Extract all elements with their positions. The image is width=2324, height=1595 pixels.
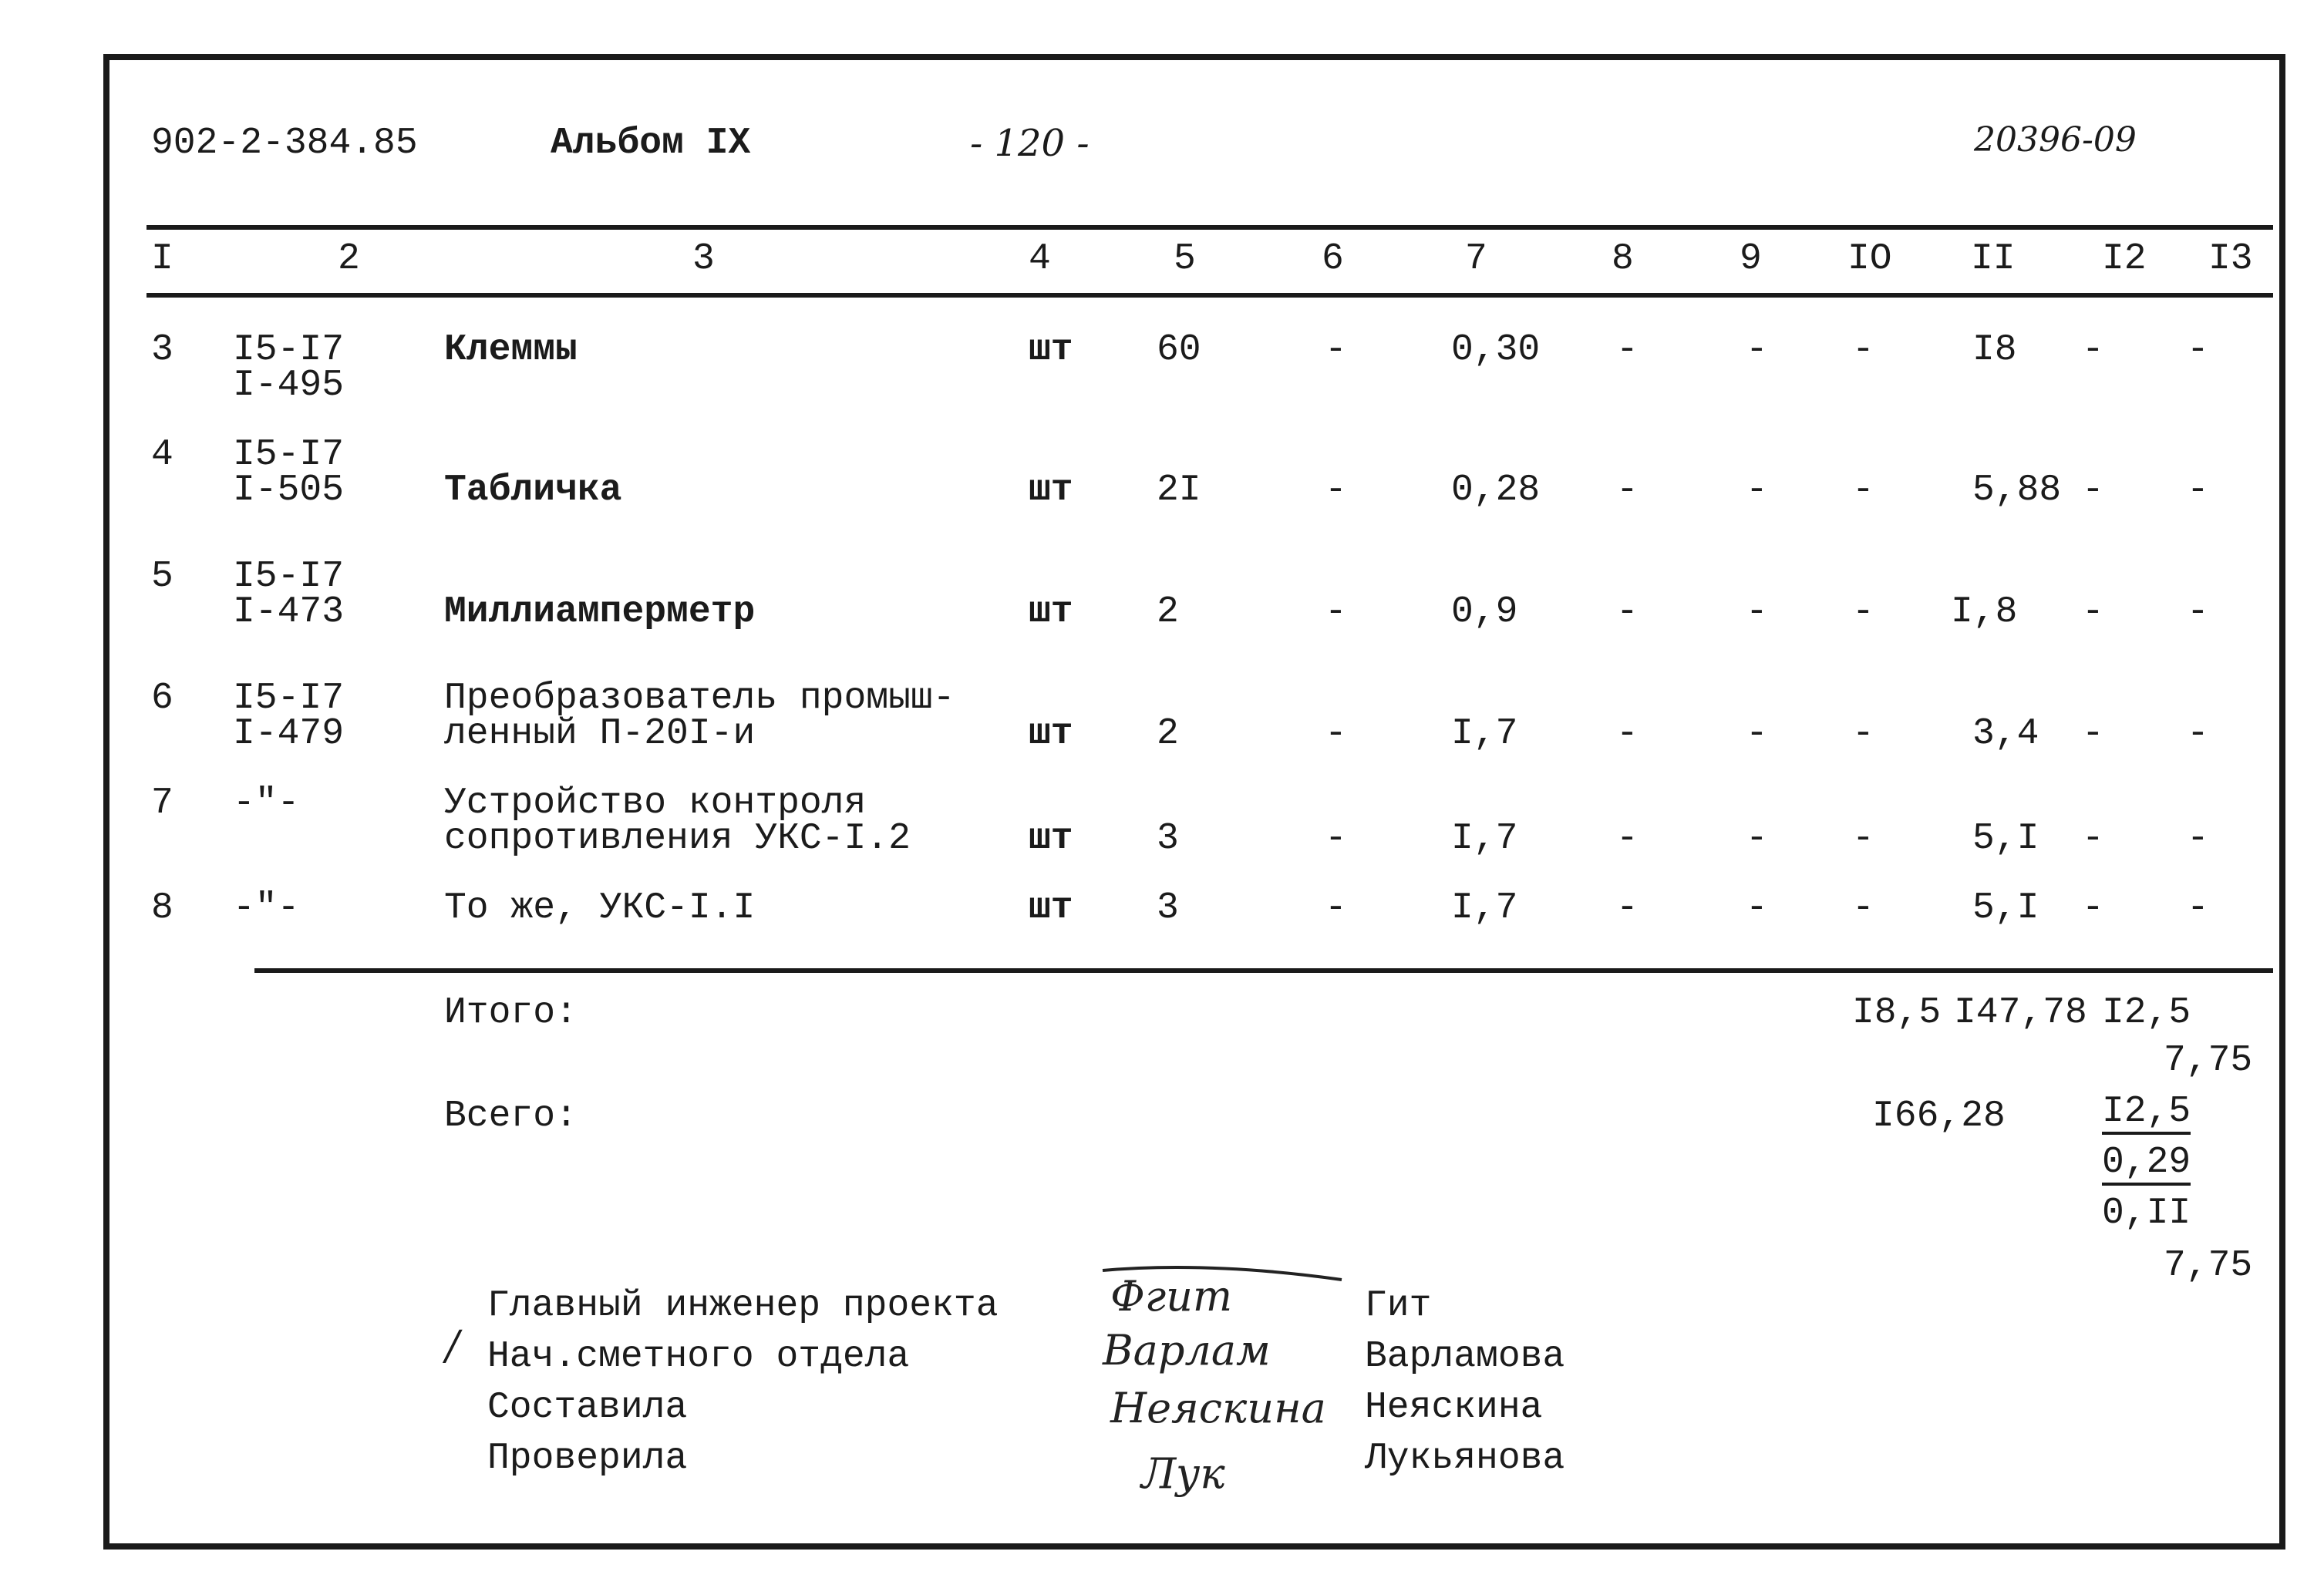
code-line1: I5-I7 [233,556,345,597]
col12: - [2082,887,2104,929]
col11: 3,4 [1972,713,2039,755]
itogo-col10: I8,5 [1852,992,1942,1034]
code-line1: I5-I7 [233,329,345,371]
code-line1: -"- [233,782,300,824]
role-checked: Проверила [487,1438,688,1479]
column-header: 4 [1029,238,1051,280]
col6: - [1325,591,1347,633]
quantity: 3 [1157,818,1179,860]
col9: - [1746,591,1768,633]
row-number: 3 [151,329,173,371]
role-compiled: Составила [487,1387,688,1428]
col13: - [2187,329,2209,371]
item-name-line1: Устройство контроля [444,782,867,824]
item-name: То же, УКС-I.I [444,887,756,929]
col12: - [2082,469,2104,511]
column-header: 7 [1465,238,1487,280]
item-name: Клеммы [444,329,578,371]
col10: - [1852,329,1874,371]
price: 0,28 [1451,469,1541,511]
column-header: I3 [2208,238,2253,280]
column-header: 6 [1322,238,1344,280]
name-varlamova: Варламова [1365,1336,1565,1378]
col9: - [1746,329,1768,371]
quantity: 2 [1157,713,1179,755]
itogo-extra: 7,75 [2164,1040,2253,1082]
column-header: IO [1847,238,1892,280]
col8: - [1616,887,1639,929]
itogo-col12: I2,5 [2102,992,2191,1034]
handwritten-signatures [1095,1257,1349,1534]
quantity: 2I [1157,469,1201,511]
column-header: I2 [2102,238,2147,280]
price: 0,9 [1451,591,1518,633]
col10: - [1852,818,1874,860]
col12: - [2082,818,2104,860]
col8: - [1616,469,1639,511]
column-header: 5 [1174,238,1196,280]
col13: - [2187,591,2209,633]
col11: I,8 [1951,591,2018,633]
column-header: II [1971,238,2016,280]
unit: шт [1029,887,1073,929]
unit: шт [1029,469,1073,511]
vsego-label: Всего: [444,1095,578,1137]
col11: 5,88 [1972,469,2062,511]
item-name: Миллиамперметр [444,591,756,633]
col12: - [2082,591,2104,633]
signature-git: Фгит [1110,1272,1233,1321]
unit: шт [1029,329,1073,371]
col9: - [1746,713,1768,755]
col11: 5,I [1972,818,2039,860]
signature-varlamova: Варлам [1103,1326,1271,1375]
name-lukyanova: Лукьянова [1365,1438,1565,1479]
quantity: 3 [1157,887,1179,929]
col10: - [1852,887,1874,929]
unit: шт [1029,713,1073,755]
col13: - [2187,887,2209,929]
item-name-line2: сопротивления УКС-I.2 [444,818,911,860]
col6: - [1325,469,1347,511]
col11: I8 [1972,329,2017,371]
vsego-col12-a: I2,5 [2102,1093,2191,1135]
col8: - [1616,329,1639,371]
code-line2: I-495 [233,365,345,406]
col12: - [2082,713,2104,755]
col8: - [1616,713,1639,755]
price: 0,30 [1451,329,1541,371]
col12: - [2082,329,2104,371]
column-header: 2 [338,238,360,280]
column-header: 9 [1740,238,1762,280]
code-line2: I-479 [233,713,345,755]
name-neyaskina: Неяскина [1365,1387,1543,1428]
column-header: I [151,238,173,280]
col10: - [1852,591,1874,633]
col9: - [1746,469,1768,511]
col13: - [2187,713,2209,755]
column-header: 8 [1612,238,1634,280]
col9: - [1746,887,1768,929]
vsego-col12-b: 0,29 [2102,1144,2191,1186]
reference-number: 20396-09 [1974,120,2137,160]
column-header: 3 [692,238,715,280]
col9: - [1746,818,1768,860]
signature-neyaskina: Неяскина [1110,1384,1326,1432]
price: I,7 [1451,713,1518,755]
row-number: 4 [151,434,173,476]
price: I,7 [1451,887,1518,929]
album-title: Альбом IX [551,123,751,164]
col13: - [2187,818,2209,860]
col8: - [1616,591,1639,633]
price: I,7 [1451,818,1518,860]
doc-code: 902-2-384.85 [151,123,418,164]
col6: - [1325,818,1347,860]
totals-rule [254,968,2273,973]
name-git: Гит [1365,1285,1432,1327]
row-number: 8 [151,887,173,929]
unit: шт [1029,818,1073,860]
col6: - [1325,329,1347,371]
quantity: 2 [1157,591,1179,633]
role-chief-engineer: Главный инженер проекта [487,1285,999,1327]
col6: - [1325,887,1347,929]
col11: 5,I [1972,887,2039,929]
row-number: 5 [151,556,173,597]
page-number: - 120 - [970,122,1090,165]
col10: - [1852,713,1874,755]
code-line2: I-505 [233,469,345,511]
vsego-col10-11: I66,28 [1872,1095,2006,1137]
col6: - [1325,713,1347,755]
col10: - [1852,469,1874,511]
row-number: 6 [151,678,173,719]
signature-lukyanova: Лук [1141,1449,1225,1498]
item-name: Табличка [444,469,622,511]
row-number: 7 [151,782,173,824]
header-rule-top [147,225,2273,230]
role-head-estimates: Нач.сметного отдела [487,1336,910,1378]
quantity: 60 [1157,329,1201,371]
code-line2: I-473 [233,591,345,633]
code-line1: I5-I7 [233,434,345,476]
tick-mark: / [446,1323,460,1369]
itogo-col11: I47,78 [1954,992,2087,1034]
code-line1: I5-I7 [233,678,345,719]
itogo-label: Итого: [444,992,578,1034]
header-rule-bottom [147,293,2273,298]
code-line1: -"- [233,887,300,929]
item-name-line1: Преобразователь промыш- [444,678,955,719]
unit: шт [1029,591,1073,633]
vsego-col12-c: 0,II [2102,1193,2191,1234]
vsego-extra: 7,75 [2164,1245,2253,1287]
col13: - [2187,469,2209,511]
item-name-line2: ленный П-20I-и [444,713,756,755]
col8: - [1616,818,1639,860]
